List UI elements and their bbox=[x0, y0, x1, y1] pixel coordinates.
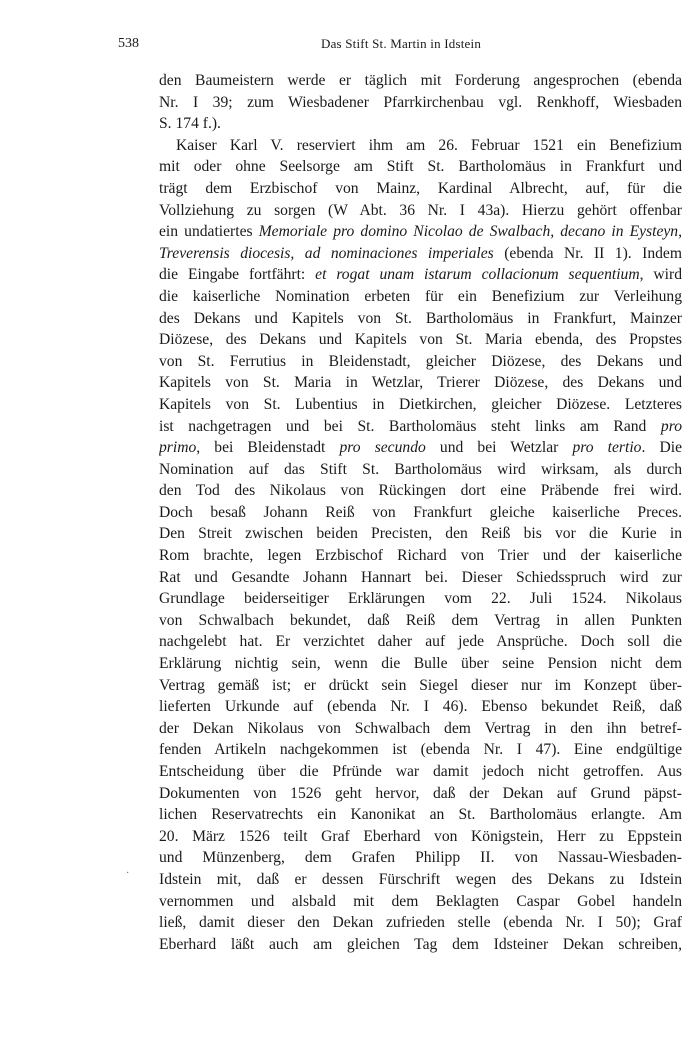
text-segment: Kaiser Karl V. reserviert ihm am 26. Februar 1521 ein Benefizium bbox=[176, 136, 682, 154]
text-line bbox=[159, 286, 682, 308]
text-line bbox=[159, 653, 682, 675]
text-segment: nachgelebt hat. Er verzichtet daher auf jede Ansprüche. Doch soll die bbox=[159, 633, 682, 651]
text-line bbox=[159, 243, 682, 265]
text-line bbox=[159, 113, 682, 135]
text-line bbox=[159, 739, 682, 761]
text-segment: S. 174 f.). bbox=[159, 115, 221, 133]
text-segment: mit oder ohne Seelsorge am Stift St. Bartholomäus in Frankfurt und bbox=[159, 158, 682, 176]
text-segment: den Baumeistern werde er täglich mit Forderung angesprochen (ebenda bbox=[159, 72, 682, 89]
text-segment: Entscheidung über die Pfründe war damit jedoch nicht getroffen. Aus bbox=[159, 763, 682, 780]
text-line bbox=[159, 178, 682, 200]
text-line bbox=[159, 718, 682, 740]
italic-latin-phrase: pro tertio bbox=[572, 439, 642, 457]
text-segment: Rom brachte, legen Erzbischof Richard von Trier und der kaiserliche bbox=[159, 547, 682, 565]
text-segment: Dokumenten von 1526 geht hervor, daß der Dekan auf Grund päpst- bbox=[159, 784, 682, 802]
text-segment: ein undatiertes bbox=[159, 223, 259, 241]
text-segment: trägt dem Erzbischof von Mainz, Kardinal Albrecht, auf, für die bbox=[159, 179, 682, 197]
text-line bbox=[159, 372, 682, 394]
text-segment: ließ, damit dieser den Dekan zufrieden stelle (ebenda Nr. I 50); Graf bbox=[159, 914, 682, 932]
text-segment: und Münzenberg, dem Grafen Philipp II. von Nassau-Wiesbaden- bbox=[159, 849, 682, 867]
text-segment: lichen Reservatrechts ein Kanonikat an St. Bartholomäus erlangte. Am bbox=[159, 806, 682, 824]
text-line bbox=[159, 264, 682, 286]
italic-latin-phrase: pro secundo bbox=[339, 439, 426, 457]
text-segment: , wird bbox=[639, 266, 682, 284]
text-segment: Grundlage beiderseitiger Erklärungen vom 22. Juli 1524. Nikolaus bbox=[159, 590, 682, 608]
page-number: 538 bbox=[118, 36, 139, 51]
text-segment: die Eingabe fortfährt: bbox=[159, 266, 316, 284]
text-line bbox=[159, 416, 682, 438]
text-segment: von St. Ferrutius in Bleidenstadt, gleicher Diözese, des Dekans und bbox=[159, 352, 682, 370]
text-segment: Rat und Gesandte Johann Hannart bei. Dieser Schiedsspruch wird zur bbox=[159, 568, 682, 586]
text-segment: der Dekan Nikolaus von Schwalbach dem Vertrag in den ihn betref- bbox=[159, 719, 682, 737]
text-line bbox=[159, 156, 682, 178]
text-line bbox=[159, 92, 682, 114]
text-line bbox=[159, 761, 682, 783]
text-segment: . Die bbox=[641, 439, 682, 457]
text-segment: die kaiserliche Nomination erbeten für ein Benefizium zur Verleihung bbox=[159, 287, 682, 305]
text-segment: vernommen und alsbald mit dem Beklagten Caspar Gobel handeln bbox=[159, 892, 682, 910]
text-segment: Nr. I 39; zum Wiesbadener Pfarrkirchenbau vgl. Renkhoff, Wiesbaden bbox=[159, 93, 682, 111]
text-line bbox=[159, 70, 682, 92]
italic-latin-phrase: Memoriale pro domino Nicolao de Swalbach, decano in Eysteyn, bbox=[258, 223, 682, 241]
text-line bbox=[159, 135, 682, 157]
text-line bbox=[159, 523, 682, 545]
text-line bbox=[159, 675, 682, 697]
text-line bbox=[159, 308, 682, 330]
text-segment: Kapitels von St. Maria in Wetzlar, Trierer Diözese, des Dekans und bbox=[159, 374, 682, 392]
text-line bbox=[159, 545, 682, 567]
text-segment: Erklärung nichtig sein, wenn die Bulle über seine Pension nicht dem bbox=[159, 655, 682, 673]
body-text bbox=[159, 70, 682, 955]
text-line bbox=[159, 610, 682, 632]
text-line bbox=[159, 847, 682, 869]
text-segment: Nomination auf das Stift St. Bartholomäus wird wirksam, als durch bbox=[159, 460, 682, 478]
text-line bbox=[159, 329, 682, 351]
text-line bbox=[159, 696, 682, 718]
text-line bbox=[159, 480, 682, 502]
text-segment: ist nachgetragen und bei St. Bartholomäus steht links am Rand bbox=[159, 417, 661, 435]
text-line bbox=[159, 221, 682, 243]
text-line bbox=[159, 459, 682, 481]
text-segment: Vollziehung zu sorgen (W Abt. 36 Nr. I 43a). Hierzu gehört offenbar bbox=[159, 201, 682, 219]
margin-mark: · bbox=[126, 868, 130, 879]
text-segment: Eberhard läßt auch am gleichen Tag dem Idsteiner Dekan schreiben, bbox=[159, 935, 682, 953]
text-segment: Den Streit zwischen beiden Precisten, den Reiß bis vor die Kurie in bbox=[159, 525, 682, 543]
text-segment: Vertrag gemäß ist; er drückt sein Siegel dieser nur im Konzept über- bbox=[159, 676, 682, 694]
text-segment: fenden Artikeln nachgekommen ist (ebenda Nr. I 47). Eine endgültige bbox=[159, 741, 682, 759]
italic-latin-phrase: Treverensis diocesis, ad nominaciones imperiales bbox=[159, 244, 494, 262]
text-line bbox=[159, 783, 682, 805]
text-line bbox=[159, 891, 682, 913]
text-line bbox=[159, 437, 682, 459]
text-segment: und bei Wetzlar bbox=[425, 439, 573, 457]
text-segment: , bei Bleidenstadt bbox=[196, 439, 340, 457]
text-segment: von Schwalbach bekundet, daß Reiß dem Vertrag in allen Punkten bbox=[159, 611, 682, 629]
text-line bbox=[159, 912, 682, 934]
text-line bbox=[159, 804, 682, 826]
text-segment: des Dekans und Kapitels von St. Bartholomäus in Frankfurt, Mainzer bbox=[159, 309, 682, 327]
text-line bbox=[159, 934, 682, 956]
text-segment: Diözese, des Dekans und Kapitels von St. Maria ebenda, des Propstes bbox=[159, 331, 682, 349]
text-line bbox=[159, 351, 682, 373]
text-line bbox=[159, 502, 682, 524]
text-segment: den Tod des Nikolaus von Rückingen dort eine Präbende frei wird. bbox=[159, 482, 682, 500]
text-segment: Doch besaß Johann Reiß von Frankfurt gleiche kaiserliche Preces. bbox=[159, 503, 682, 521]
text-segment: lieferten Urkunde auf (ebenda Nr. I 46). Ebenso bekundet Reiß, daß bbox=[159, 698, 682, 716]
italic-latin-phrase: pro bbox=[660, 417, 682, 435]
text-line bbox=[159, 631, 682, 653]
text-line bbox=[159, 588, 682, 610]
text-segment: (ebenda Nr. II 1). Indem bbox=[493, 244, 682, 262]
page-header bbox=[118, 36, 684, 58]
text-line bbox=[159, 567, 682, 589]
italic-latin-phrase: et rogat unam istarum collacionum sequentium bbox=[315, 266, 640, 284]
text-line bbox=[159, 869, 682, 891]
text-line bbox=[159, 826, 682, 848]
text-segment: Kapitels von St. Lubentius in Dietkirchen, gleicher Diözese. Letzteres bbox=[159, 395, 682, 413]
text-segment: Idstein mit, daß er dessen Fürschrift wegen des Dekans zu Idstein bbox=[159, 870, 682, 888]
italic-latin-phrase: primo bbox=[159, 439, 197, 457]
text-line bbox=[159, 394, 682, 416]
running-head: Das Stift St. Martin in Idstein bbox=[320, 36, 482, 51]
text-segment: 20. März 1526 teilt Graf Eberhard von Königstein, Herr zu Eppstein bbox=[159, 827, 682, 845]
text-line bbox=[159, 200, 682, 222]
